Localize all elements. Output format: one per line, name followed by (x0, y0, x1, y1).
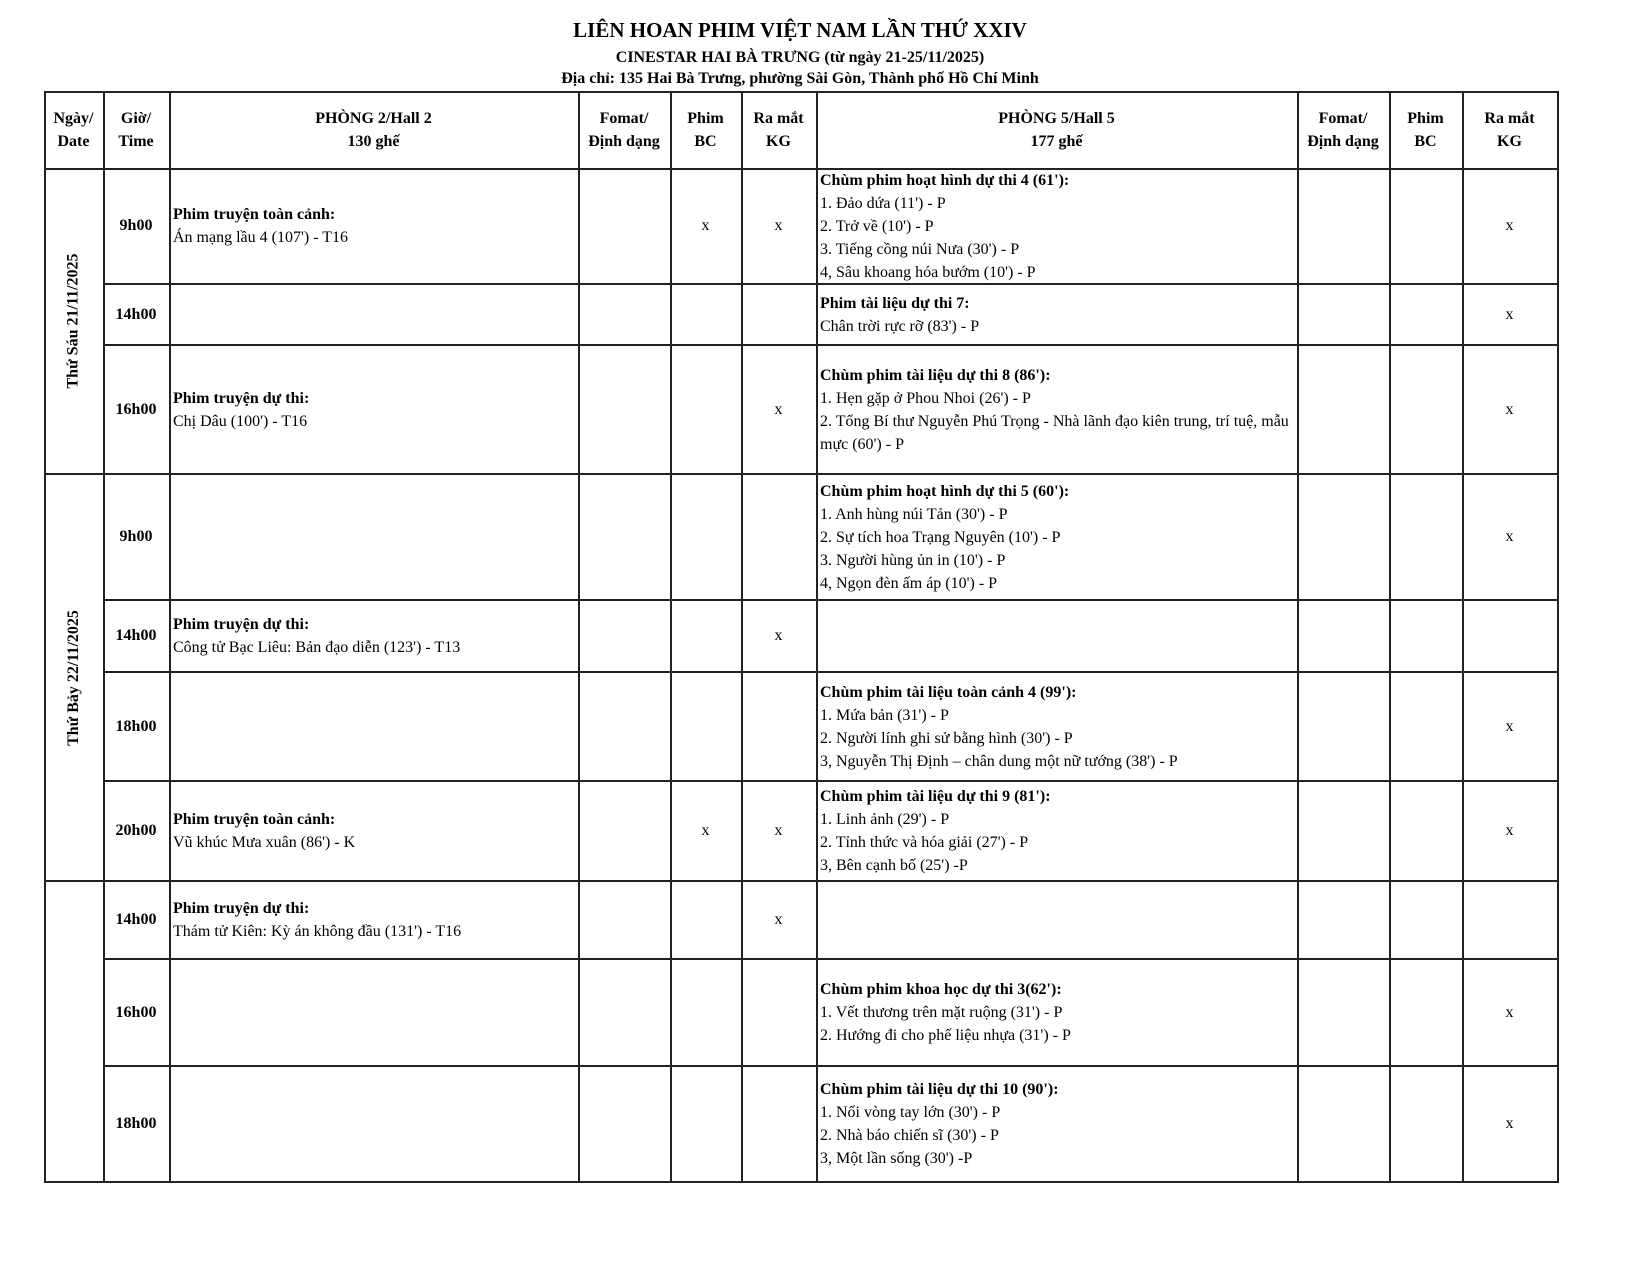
hall5-program-film: 2. Tỉnh thức và hóa giải (27') - P (820, 834, 1029, 851)
column-divider (1462, 91, 1464, 1182)
hall2-kg-mark: x (774, 627, 783, 644)
hall5-program-film: 2. Trở về (10') - P (820, 217, 934, 235)
hall2-program (169, 600, 578, 672)
header-bc (1389, 91, 1462, 168)
hall5-bc-mark (1389, 345, 1462, 474)
hall2-program-film: Công tử Bạc Liêu: Bản đạo diễn (123') - T13 (173, 639, 461, 656)
hall2-bc-mark (670, 474, 741, 600)
hall2-program-film: Chị Dâu (100') - T16 (173, 412, 308, 430)
header-format-line: Định dạng (588, 132, 660, 150)
hall5-program-film: 1. Mứa bản (31') - P (820, 706, 949, 724)
hall5-program (816, 474, 1297, 600)
table-top-border (44, 91, 1559, 93)
hall5-program (816, 672, 1297, 781)
header-time-line: Time (118, 132, 154, 150)
row-divider (103, 599, 1559, 601)
header-divider (44, 168, 1559, 170)
hall5-bc-mark (1389, 881, 1462, 959)
hall2-format (578, 600, 670, 672)
column-divider (816, 91, 818, 1182)
hall5-format (1297, 881, 1389, 959)
row-divider (103, 958, 1559, 960)
hall2-bc-mark (670, 1066, 741, 1182)
row-divider (103, 671, 1559, 673)
hall2-bc-mark (670, 345, 741, 474)
header-kg-line: Ra mắt (753, 109, 804, 127)
header-format-line: Fomat/ (599, 109, 649, 127)
header-format (578, 91, 670, 168)
time-slot: 9h00 (119, 528, 153, 545)
hall5-format (1297, 600, 1389, 672)
hall5-program-film: 3. Người hùng ủn in (10') - P (820, 551, 1006, 569)
hall2-format (578, 881, 670, 959)
hall5-program (816, 345, 1297, 474)
column-divider (670, 91, 672, 1182)
header-date-line: Ngày/ (53, 109, 94, 127)
hall5-program-film: 1. Linh ảnh (29') - P (820, 811, 950, 828)
hall5-program-film: Chân trời rực rỡ (83') - P (820, 317, 980, 335)
column-divider (169, 91, 171, 1182)
hall5-bc-mark (1389, 474, 1462, 600)
hall5-program (816, 284, 1297, 345)
hall2-format (578, 672, 670, 781)
row-divider (103, 283, 1559, 285)
hall2-kg-mark: x (774, 217, 783, 234)
header-format (1297, 91, 1389, 168)
hall5-format (1297, 781, 1389, 881)
hall2-program-film: Thám tử Kiên: Kỳ án không đầu (131') - T16 (173, 923, 462, 940)
header-bc-line: BC (1414, 132, 1437, 150)
hall2-kg-mark: x (774, 911, 783, 928)
hall5-kg-mark (1462, 600, 1557, 672)
hall5-bc-mark (1389, 959, 1462, 1066)
hall2-program (169, 881, 578, 959)
hall2-program (169, 345, 578, 474)
time-slot: 18h00 (115, 717, 157, 735)
hall5-kg-mark: x (1505, 822, 1514, 839)
row-divider (103, 344, 1559, 346)
hall5-format (1297, 1066, 1389, 1182)
hall5-program-film: 1. Vết thương trên mặt ruộng (31') - P (820, 1004, 1063, 1021)
hall5-program-film: 1. Hẹn gặp ở Phou Nhoi (26') - P (820, 389, 1031, 407)
time-slot: 16h00 (115, 400, 157, 418)
hall5-program-heading: Chùm phim tài liệu dự thi 8 (86'): (820, 366, 1051, 384)
hall5-kg-mark: x (1505, 217, 1514, 234)
hall5-program-film: 1. Anh hùng núi Tản (30') - P (820, 505, 1008, 523)
hall2-kg-mark: x (774, 400, 783, 418)
hall2-format (578, 1066, 670, 1182)
hall2-program (169, 1066, 578, 1182)
header-hall2-line: PHÒNG 2/Hall 2 (315, 109, 432, 127)
time-slot: 18h00 (115, 1115, 157, 1132)
hall5-kg-mark: x (1505, 1115, 1514, 1132)
header-kg (741, 91, 816, 168)
time-slot: 20h00 (115, 822, 157, 839)
hall2-bc-mark (670, 284, 741, 345)
hall5-program-film: 2. Hướng đi cho phế liệu nhựa (31') - P (820, 1027, 1071, 1044)
venue-address: Địa chỉ: 135 Hai Bà Trưng, phường Sài Gòn, Thành phố Hồ Chí Minh (561, 70, 1039, 87)
header-hall2-line: 130 ghế (347, 132, 400, 150)
header-time-line: Giờ/ (120, 109, 152, 127)
hall5-bc-mark (1389, 781, 1462, 881)
hall5-program-film: 2. Nhà báo chiến sĩ (30') - P (820, 1127, 999, 1144)
hall2-format (578, 781, 670, 881)
hall5-format (1297, 345, 1389, 474)
hall2-bc-mark (670, 959, 741, 1066)
hall5-program (816, 781, 1297, 881)
hall2-kg-mark (741, 959, 816, 1066)
hall5-program-film: 4, Sâu khoang hóa bướm (10') - P (820, 263, 1036, 281)
hall5-program (816, 959, 1297, 1066)
hall5-program-film: 1. Đảo dứa (11') - P (820, 194, 946, 212)
venue-subtitle: CINESTAR HAI BÀ TRƯNG (từ ngày 21-25/11/2025) (615, 49, 985, 66)
row-divider (103, 780, 1559, 782)
column-divider (103, 91, 105, 1182)
time-slot: 16h00 (115, 1003, 157, 1021)
header-kg (1462, 91, 1557, 168)
hall2-bc-mark: x (701, 217, 710, 234)
header-hall2 (169, 91, 578, 168)
hall2-program (169, 781, 578, 881)
hall5-format (1297, 672, 1389, 781)
row-divider (44, 1181, 1559, 1183)
hall5-format (1297, 284, 1389, 345)
hall2-program-film: Án mạng lầu 4 (107') - T16 (173, 229, 348, 246)
time-slot: 14h00 (115, 627, 157, 644)
hall2-program (169, 168, 578, 284)
header-kg-line: KG (1497, 132, 1522, 150)
hall5-bc-mark (1389, 168, 1462, 284)
hall5-kg-mark: x (1505, 400, 1514, 418)
hall2-program (169, 284, 578, 345)
hall2-program-heading: Phim truyện dự thi: (173, 900, 310, 917)
hall5-format (1297, 168, 1389, 284)
day-label: Thứ Sáu 21/11/2025 (64, 253, 82, 389)
hall5-kg-mark (1462, 881, 1557, 959)
hall5-program-film: 3. Tiếng cồng núi Nưa (30') - P (820, 240, 1020, 258)
header-hall5-line: 177 ghế (1030, 132, 1083, 150)
hall2-program-heading: Phim truyện toàn cảnh: (173, 206, 336, 223)
header-kg-line: KG (766, 132, 791, 150)
hall5-format (1297, 959, 1389, 1066)
header-hall5 (816, 91, 1297, 168)
column-divider (1297, 91, 1299, 1182)
header-bc-line: Phim (687, 109, 724, 127)
time-slot: 14h00 (115, 305, 157, 323)
header-bc (670, 91, 741, 168)
time-slot: 9h00 (119, 217, 153, 234)
hall2-format (578, 168, 670, 284)
row-divider (44, 473, 1559, 475)
hall5-kg-mark: x (1505, 528, 1514, 545)
hall5-program-film: 3, Một lần sống (30') -P (820, 1150, 973, 1167)
hall5-format (1297, 474, 1389, 600)
hall5-bc-mark (1389, 1066, 1462, 1182)
hall5-program (816, 600, 1297, 672)
hall5-program-film: 2. Tổng Bí thư Nguyễn Phú Trọng - Nhà lãnh đạo kiên trung, trí tuệ, mẫu mực (60') - P (820, 412, 1289, 453)
day-cell (44, 474, 103, 881)
hall5-program-film: 2. Sự tích hoa Trạng Nguyên (10') - P (820, 528, 1061, 546)
hall2-bc-mark: x (701, 822, 710, 839)
hall5-kg-mark: x (1505, 305, 1514, 323)
hall5-program-film: 1. Nối vòng tay lớn (30') - P (820, 1104, 1001, 1121)
column-divider (1389, 91, 1391, 1182)
hall2-program-heading: Phim truyện toàn cảnh: (173, 811, 336, 828)
hall2-program (169, 959, 578, 1066)
hall5-program-heading: Phim tài liệu dự thi 7: (820, 294, 970, 312)
hall5-bc-mark (1389, 672, 1462, 781)
hall5-bc-mark (1389, 600, 1462, 672)
hall2-format (578, 284, 670, 345)
column-divider (578, 91, 580, 1182)
hall2-kg-mark (741, 474, 816, 600)
day-cell (44, 168, 103, 474)
hall5-program-heading: Chùm phim khoa học dự thi 3(62'): (820, 981, 1062, 998)
hall5-program (816, 881, 1297, 959)
hall5-program-heading: Chùm phim tài liệu toàn cảnh 4 (99'): (820, 683, 1077, 701)
hall2-kg-mark: x (774, 822, 783, 839)
header-date (44, 91, 103, 168)
hall2-program (169, 672, 578, 781)
hall5-program-film: 4, Ngọn đèn ấm áp (10') - P (820, 574, 998, 592)
hall5-program-film: 2. Người lính ghi sử bằng hình (30') - P (820, 729, 1073, 747)
hall2-bc-mark (670, 672, 741, 781)
column-divider (741, 91, 743, 1182)
hall5-kg-mark: x (1505, 717, 1514, 735)
column-divider (44, 91, 46, 1182)
hall2-program-heading: Phim truyện dự thi: (173, 616, 310, 633)
header-bc-line: BC (694, 132, 717, 150)
hall2-program-heading: Phim truyện dự thi: (173, 389, 310, 407)
column-divider (1557, 91, 1559, 1182)
header-hall5-line: PHÒNG 5/Hall 5 (998, 109, 1115, 127)
hall2-format (578, 474, 670, 600)
hall5-program-film: 3, Bên cạnh bố (25') -P (820, 857, 968, 874)
header-format-line: Định dạng (1307, 132, 1379, 150)
hall2-kg-mark (741, 1066, 816, 1182)
header-format-line: Fomat/ (1318, 109, 1368, 127)
row-divider (103, 1065, 1559, 1067)
hall5-program-heading: Chùm phim hoạt hình dự thi 5 (60'): (820, 482, 1070, 500)
header-bc-line: Phim (1407, 109, 1444, 127)
time-slot: 14h00 (115, 911, 157, 928)
hall2-format (578, 959, 670, 1066)
header-kg-line: Ra mắt (1484, 109, 1535, 127)
hall5-program-heading: Chùm phim tài liệu dự thi 9 (81'): (820, 788, 1051, 805)
hall2-bc-mark (670, 600, 741, 672)
hall2-kg-mark (741, 284, 816, 345)
hall5-program (816, 168, 1297, 284)
hall5-program (816, 1066, 1297, 1182)
day-cell (44, 881, 103, 1182)
hall2-program (169, 474, 578, 600)
day-label: Thứ Bảy 22/11/2025 (64, 609, 82, 746)
hall5-program-film: 3, Nguyễn Thị Định – chân dung một nữ tướng (38') - P (820, 752, 1178, 770)
hall2-program-film: Vũ khúc Mưa xuân (86') - K (173, 834, 356, 851)
hall2-format (578, 345, 670, 474)
hall5-program-heading: Chùm phim tài liệu dự thi 10 (90'): (820, 1081, 1059, 1098)
hall5-program-heading: Chùm phim hoạt hình dự thi 4 (61'): (820, 171, 1070, 189)
header-date-line: Date (57, 132, 90, 150)
hall5-bc-mark (1389, 284, 1462, 345)
hall2-bc-mark (670, 881, 741, 959)
row-divider (44, 880, 1559, 882)
festival-title: LIÊN HOAN PHIM VIỆT NAM LẦN THỨ XXIV (573, 18, 1027, 42)
hall2-kg-mark (741, 672, 816, 781)
hall5-kg-mark: x (1505, 1003, 1514, 1021)
header-time (103, 91, 169, 168)
